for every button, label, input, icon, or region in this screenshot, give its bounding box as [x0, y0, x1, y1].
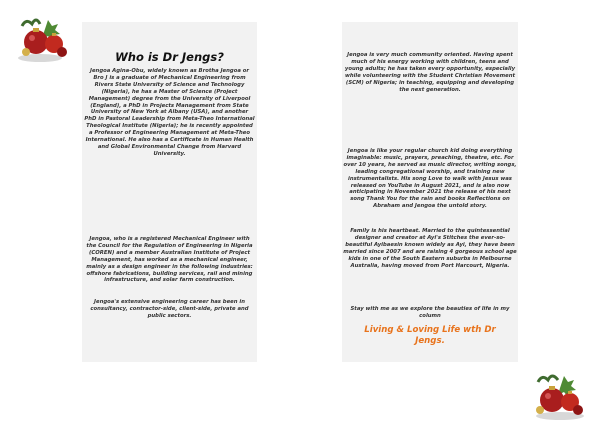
christmas-ornament-icon — [532, 372, 584, 420]
column-tagline — [343, 325, 517, 346]
bio-engineering-paragraph: Jengoa, who is a registered Mechanical Engineer with the Council for the Regulation of Engineering in Nigeria (COREN) and a member Australian Institute of Project Management, has worked as a mechanical engineer, mainly as a design engineer in the following industries: offshore fabrications, building services, rail and mining infrastructure, and solar farm construction. — [86, 236, 253, 284]
bio-music-paragraph: Jengoa is like your regular church kid doing everything imaginable: music, prayers, preaching, theatre, etc. For over 10 years, he served as music director, writing songs, leading congregational worship, and training new instrumentalists. His song Love to walk with Jesus was released on YouTube in August 2021, and is also now anticipating in November 2021 the release of his next song Thank You for the rain and books Reflections on Abraham and Jengoa the untold story. — [343, 148, 517, 210]
bio-family-paragraph: Family is his heartbeat. Married to the quintessential designer and creator at Ayi's Stitches the ever-so-beautiful Ayibaesin known widely as Ayi, they have been married since 2007 and are raising 4 gorgeous school age kids in one of the South Eastern suburbs in Melbourne Australia, having moved from Port Harcourt, Nigeria. — [343, 228, 517, 269]
bio-career-paragraph: Jengoa's extensive engineering career has been in consultancy, contractor-side, client-side, private and public sectors. — [90, 299, 249, 319]
bio-education-paragraph: Jengoa Agina-Obu, widely known as Brotha Jengoa or Bro J is a graduate of Mechanical Engineering from Rivers State University of Science and Technology (Nigeria), he has a Master of Science (Project Management) degree from the University of Liverpool (England), a PhD in Projects Management from State University of New York at Albany (USA), and another PhD in Pastoral Leadership from Meta-Theo International Theological Institute (Nigeria); he is recently appointed a Professor of Engineering Management at Meta-Theo International. He also has a Certificate in Human Health and Global Environmental Change from Harvard University. — [84, 68, 255, 157]
column-tagline-line2: Jengs. — [415, 335, 445, 346]
page-title: Who is Dr Jengs? — [115, 50, 224, 64]
christmas-ornament-icon — [18, 14, 70, 62]
column-tagline-line1: Living & Loving Life wth Dr — [364, 325, 496, 335]
column-invite-paragraph: Stay with me as we explore the beauties of life in my column — [350, 306, 510, 319]
bio-community-paragraph: Jengoa is very much community oriented. Having spent much of his energy working with children, teens and young adults; he has taken every opportunity, especially while volunteering with the Student Christian Movement (SCM) of Nigeria; in teaching, equipping and developing the next generation. — [344, 52, 516, 93]
